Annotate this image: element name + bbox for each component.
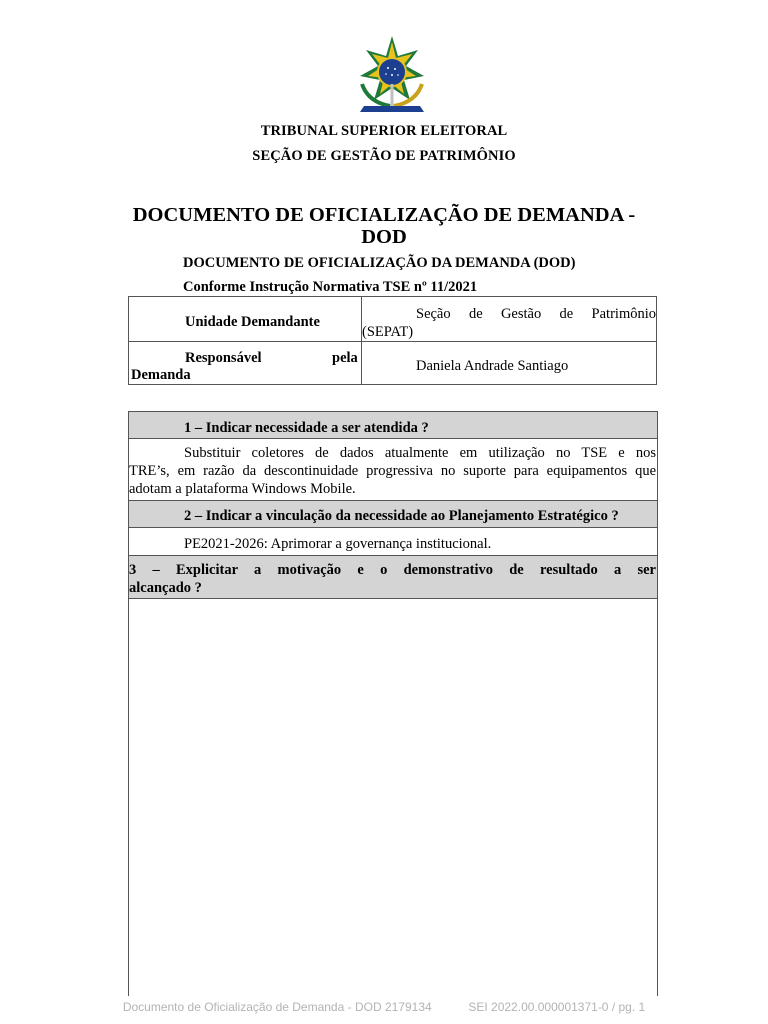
section-2-body: PE2021-2026: Aprimorar a governança institucional.: [184, 536, 492, 552]
section-1-heading: 1 – Indicar necessidade a ser atendida ?: [184, 420, 429, 436]
responsible-value: Daniela Andrade Santiago: [416, 358, 569, 374]
section-3-heading-line2: alcançado ?: [129, 580, 202, 596]
footer-sei-page: SEI 2022.00.000001371-0 / pg. 1: [468, 1000, 646, 1014]
unit-value-line2: (SEPAT): [362, 324, 414, 340]
unit-label: Unidade Demandante: [185, 314, 320, 330]
institution-name: TRIBUNAL SUPERIOR ELEITORAL: [260, 123, 508, 139]
section-1-body-line1: Substituir coletores de dados atualmente em utilização no TSE e nos: [184, 445, 656, 461]
footer-document-ref: Documento de Oficialização de Demanda - DOD 2179134: [122, 1000, 432, 1014]
document-title-line1: DOCUMENTO DE OFICIALIZAÇÃO DE DEMANDA -: [132, 204, 636, 226]
info-table: [128, 296, 657, 385]
unit-value-line1: Seção de Gestão de Patrimônio: [416, 306, 656, 322]
document-subtitle: DOCUMENTO DE OFICIALIZAÇÃO DA DEMANDA (DOD): [183, 255, 576, 271]
section-1-body-line3: adotam a plataforma Windows Mobile.: [129, 481, 356, 497]
section-1-body-line2: TRE’s, em razão da descontinuidade progressiva no suporte para equipamentos que: [129, 463, 656, 479]
normative-reference: Conforme Instrução Normativa TSE nº 11/2021: [183, 279, 478, 295]
responsible-label-word2: pela: [332, 350, 358, 366]
page-footer: [0, 1000, 768, 1014]
coat-of-arms-icon: [350, 34, 434, 114]
section-2-heading: 2 – Indicar a vinculação da necessidade ao Planejamento Estratégico ?: [184, 508, 619, 524]
document-title-line2: DOD: [361, 226, 407, 248]
sections-table: [128, 411, 658, 996]
section-name: SEÇÃO DE GESTÃO DE PATRIMÔNIO: [252, 148, 516, 164]
table-divider: [129, 341, 656, 342]
section-3-heading-line1: 3 – Explicitar a motivação e o demonstrativo de resultado a ser: [129, 562, 656, 578]
responsible-label-word1: Responsável: [185, 350, 262, 366]
responsible-label-word3: Demanda: [131, 367, 191, 383]
